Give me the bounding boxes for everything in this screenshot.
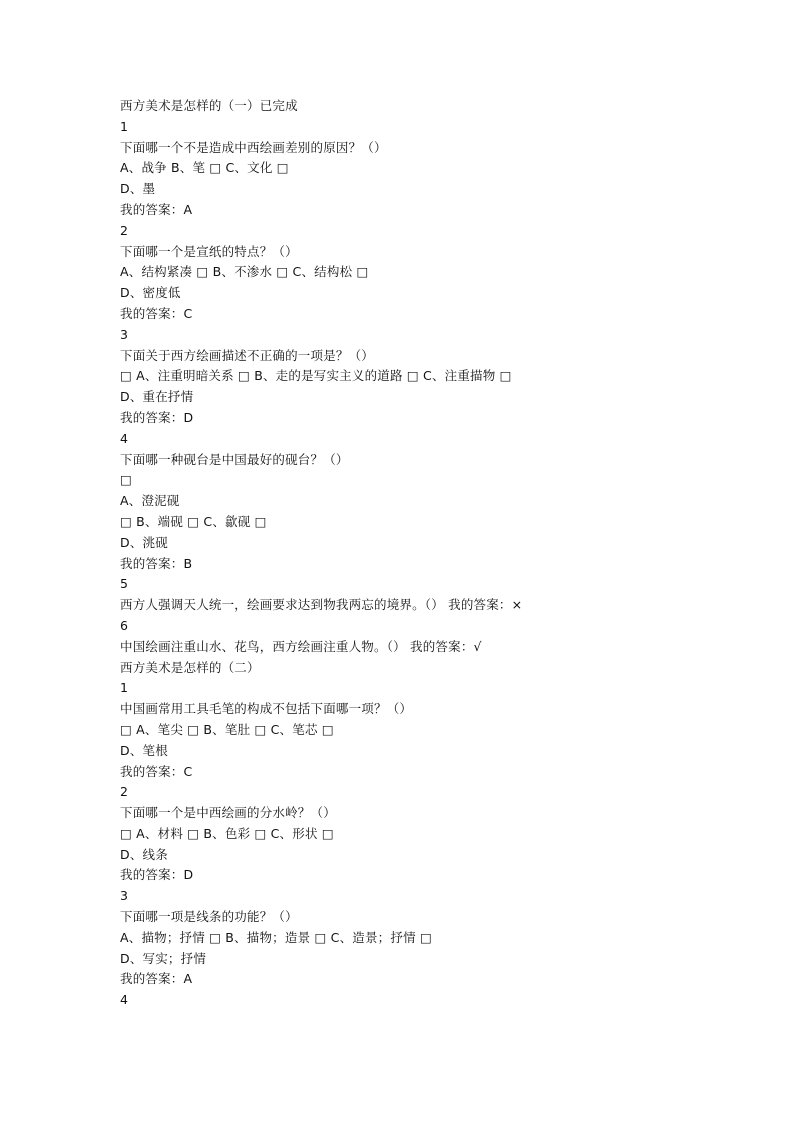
answer-option: D、线条 [120,846,168,862]
question-number: 6 [120,617,129,633]
question-number: 4 [120,430,129,446]
my-answer: 我的答案：C [120,763,193,779]
question-number: 3 [120,888,129,904]
answer-option: D、墨 [120,181,156,197]
section-title: 西方美术是怎样的（一）已完成 [120,98,298,113]
my-answer: 我的答案：A [120,971,193,987]
answer-options: □ A、注重明暗关系 □ B、走的是写实主义的道路 □ C、注重描物 □ [120,368,512,384]
question-number: 2 [120,222,129,238]
question-text: 下面关于西方绘画描述不正确的一项是？（） [120,347,375,363]
answer-options: □ A、材料 □ B、色彩 □ C、形状 □ [120,825,334,841]
question-number: 1 [120,680,129,696]
answer-option: D、洮砚 [120,534,168,550]
checkbox-glyph: □ [120,472,133,488]
true-false-question: 西方人强调天人统一，绘画要求达到物我两忘的境界。（） 我的答案：× [120,597,523,613]
question-text: 下面哪一个不是造成中西绘画差别的原因？（） [120,139,387,155]
question-text: 下面哪一种砚台是中国最好的砚台？（） [120,451,349,467]
my-answer: 我的答案：C [120,305,193,321]
question-number: 2 [120,784,129,800]
my-answer: 我的答案：D [120,867,194,883]
question-number: 4 [120,992,129,1008]
question-number: 1 [120,118,129,134]
answer-option: D、密度低 [120,285,181,301]
question-text: 下面哪一项是线条的功能？（） [120,909,298,925]
question-text: 下面哪一个是宣纸的特点？（） [120,243,298,259]
question-number: 3 [120,326,129,342]
my-answer: 我的答案：A [120,201,193,217]
answer-option: D、笔根 [120,742,168,758]
answer-options: A、描物；抒情 □ B、描物；造景 □ C、造景；抒情 □ [120,929,432,945]
my-answer: 我的答案：B [120,555,193,571]
answer-options: □ A、笔尖 □ B、笔肚 □ C、笔芯 □ [120,721,334,737]
answer-options: A、战争 B、笔 □ C、文化 □ [120,160,289,176]
answer-option: D、写实；抒情 [120,950,207,966]
answer-option: A、澄泥砚 [120,493,180,509]
question-number: 5 [120,576,129,592]
question-text: 下面哪一个是中西绘画的分水岭？（） [120,805,336,821]
document-page [120,96,760,1011]
answer-options: □ B、端砚 □ C、歙砚 □ [120,513,267,529]
my-answer: 我的答案：D [120,409,194,425]
answer-options: A、结构紧凑 □ B、不渗水 □ C、结构松 □ [120,264,369,280]
question-text: 中国画常用工具毛笔的构成不包括下面哪一项？（） [120,701,413,717]
true-false-question: 中国绘画注重山水、花鸟，西方绘画注重人物。（） 我的答案：√ [120,638,482,654]
answer-option: D、重在抒情 [120,389,194,405]
section-title: 西方美术是怎样的（二） [120,659,260,675]
